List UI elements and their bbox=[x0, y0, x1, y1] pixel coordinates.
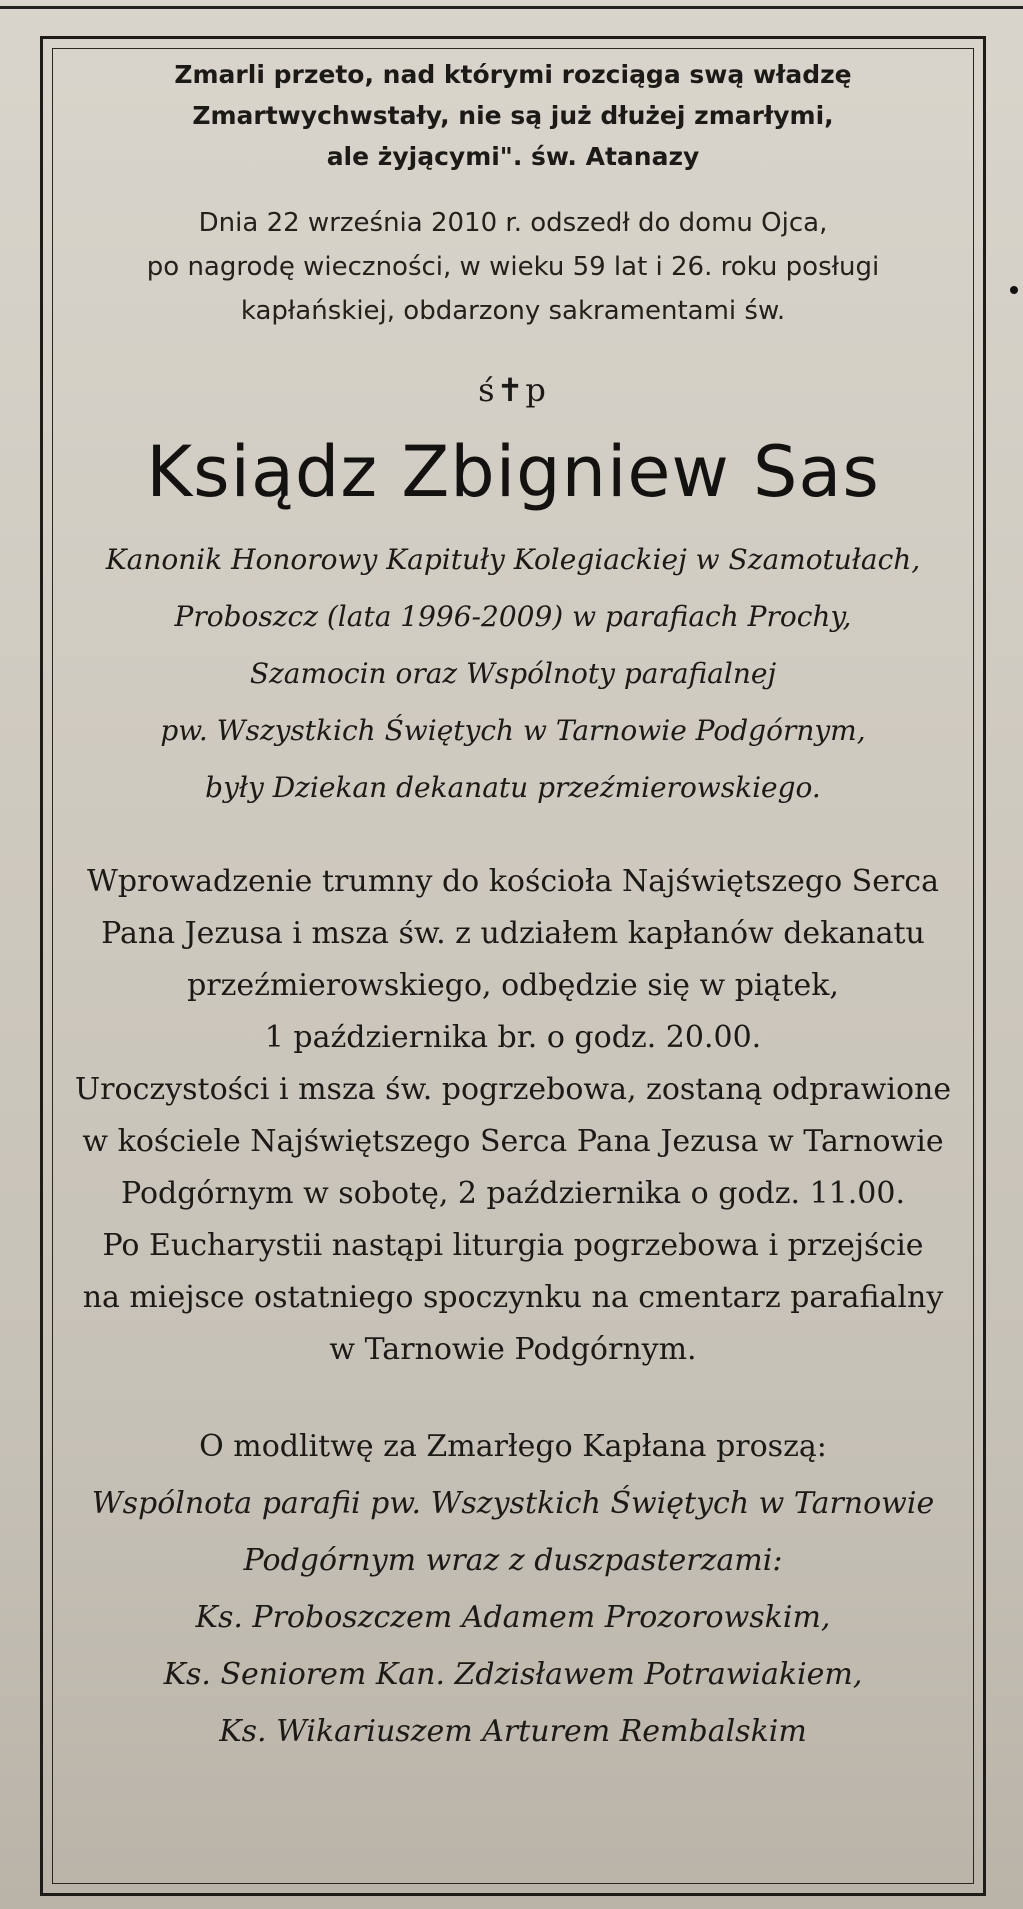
signatory-line: Podgórnym wraz z duszpasterzami: bbox=[243, 1543, 783, 1578]
quote-line: Zmartwychwstały, nie są już dłużej zmarłymi, bbox=[192, 101, 834, 130]
intro-line: kapłańskiej, obdarzony sakramentami św. bbox=[240, 296, 786, 326]
signatory-line: Ks. Wikariuszem Arturem Rembalskim bbox=[219, 1714, 807, 1749]
funeral-line: Po Eucharystii nastąpi liturgia pogrzebowa i przejście bbox=[102, 1228, 924, 1263]
funeral-details-block bbox=[60, 856, 966, 1376]
quote-line: Zmarli przeto, nad którymi rozciąga swą władzę bbox=[174, 60, 852, 89]
funeral-line: Pana Jezusa i msza św. z udziałem kapłanów dekanatu bbox=[101, 916, 925, 951]
funeral-line: 1 października br. o godz. 20.00. bbox=[264, 1020, 762, 1055]
titles-block bbox=[60, 531, 966, 816]
quote-line: ale żyjącymi". św. Atanazy bbox=[326, 142, 700, 171]
stp-symbol: ś✝p bbox=[478, 371, 548, 409]
title-line: Proboszcz (lata 1996-2009) w parafiach Prochy, bbox=[174, 600, 852, 633]
title-line: Kanonik Honorowy Kapituły Kolegiackiej w Szamotułach, bbox=[105, 543, 921, 576]
intro-line: po nagrodę wieczności, w wieku 59 lat i 26. roku posługi bbox=[146, 252, 880, 282]
funeral-line: w kościele Najświętszego Serca Pana Jezusa w Tarnowie bbox=[82, 1124, 944, 1159]
quote-block bbox=[60, 54, 966, 177]
print-speck bbox=[1010, 286, 1018, 294]
signatory-line: Ks. Proboszczem Adamem Prozorowskim, bbox=[195, 1600, 831, 1635]
funeral-line: Wprowadzenie trumny do kościoła Najświętszego Serca bbox=[87, 864, 939, 899]
signatory-line: Ks. Seniorem Kan. Zdzisławem Potrawiakiem, bbox=[163, 1657, 863, 1692]
intro-line: Dnia 22 września 2010 r. odszedł do domu Ojca, bbox=[198, 208, 828, 238]
signatory-line: Wspólnota parafii pw. Wszystkich Świętych w Tarnowie bbox=[91, 1486, 935, 1521]
title-line: były Dziekan dekanatu przeźmierowskiego. bbox=[205, 771, 821, 804]
title-line: pw. Wszystkich Świętych w Tarnowie Podgórnym, bbox=[160, 714, 866, 747]
deceased-name: Ksiądz Zbigniew Sas bbox=[146, 431, 880, 513]
prayer-request: O modlitwę za Zmarłego Kapłana proszą: bbox=[199, 1429, 827, 1464]
funeral-line: na miejsce ostatniego spoczynku na cmentarz parafialny bbox=[82, 1280, 944, 1315]
obituary-content bbox=[60, 54, 966, 1760]
funeral-line: przeźmierowskiego, odbędzie się w piątek, bbox=[187, 968, 839, 1003]
top-rule bbox=[0, 6, 1023, 9]
title-line: Szamocin oraz Wspólnoty parafialnej bbox=[249, 657, 777, 690]
funeral-line: Podgórnym w sobotę, 2 października o godz. 11.00. bbox=[120, 1176, 905, 1211]
prayer-request-block bbox=[60, 1418, 966, 1760]
funeral-line: Uroczystości i msza św. pogrzebowa, zostaną odprawione bbox=[74, 1072, 952, 1107]
funeral-line: w Tarnowie Podgórnym. bbox=[329, 1332, 697, 1367]
intro-block bbox=[60, 201, 966, 333]
